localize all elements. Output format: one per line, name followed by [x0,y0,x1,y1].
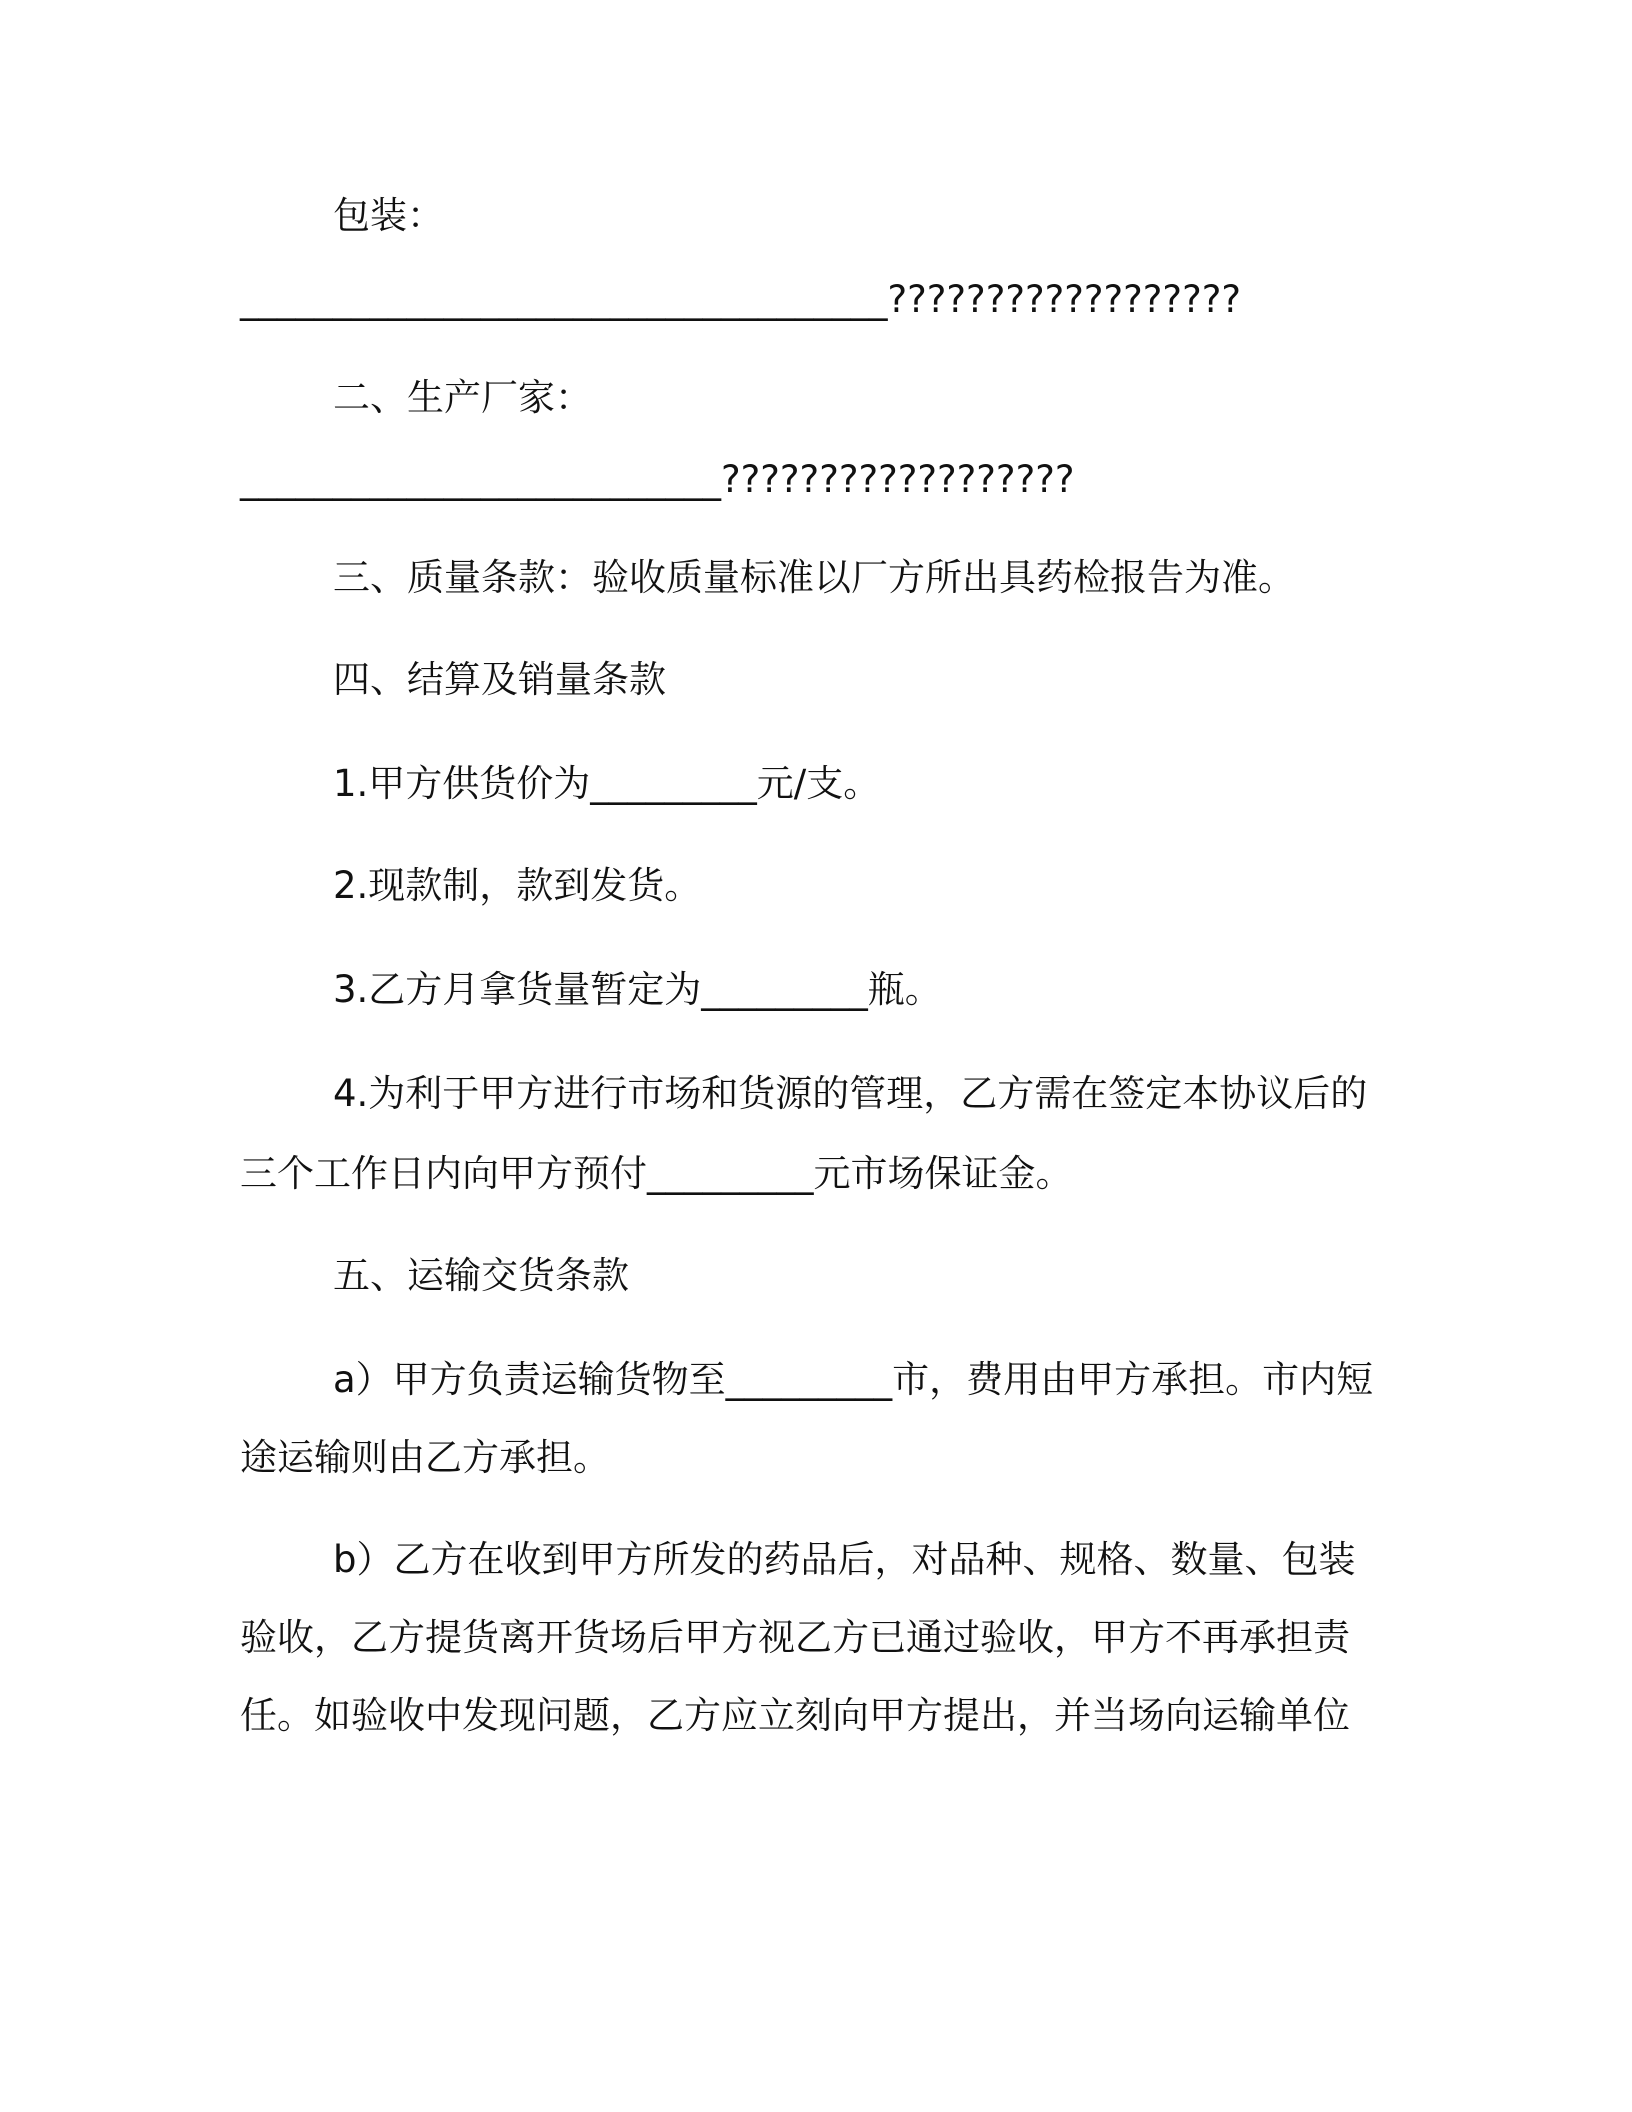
section-3-quality: 三、质量条款：验收质量标准以厂方所出具药检报告为准。 [333,556,1295,599]
clause-4-4-line-1: 4.为利于甲方进行市场和货源的管理，乙方需在签定本协议后的 [333,1072,1368,1115]
clause-4-4-line-2: 三个工作日内向甲方预付_________元市场保证金。 [240,1152,1073,1195]
packaging-blank-line: ___________________________________?????????????????? [240,278,1241,321]
clause-5-a-line-2: 途运输则由乙方承担。 [240,1436,610,1479]
manufacturer-blank-line: __________________________?????????????????? [240,458,1075,501]
clause-5-a-line-1: a）甲方负责运输货物至_________市，费用由甲方承担。市内短 [333,1358,1374,1401]
clause-5-b-line-1: b）乙方在收到甲方所发的药品后，对品种、规格、数量、包装 [333,1538,1356,1581]
clause-4-3: 3.乙方月拿货量暂定为_________瓶。 [333,968,942,1011]
packaging-label: 包装： [333,194,444,237]
clause-4-1: 1.甲方供货价为_________元/支。 [333,762,881,805]
section-4-heading: 四、结算及销量条款 [333,658,666,701]
clause-5-b-line-3: 任。如验收中发现问题，乙方应立刻向甲方提出，并当场向运输单位 [240,1694,1350,1737]
clause-4-2: 2.现款制，款到发货。 [333,864,702,907]
section-5-heading: 五、运输交货条款 [333,1254,629,1297]
clause-5-b-line-2: 验收，乙方提货离开货场后甲方视乙方已通过验收，甲方不再承担责 [240,1616,1350,1659]
section-2-heading: 二、生产厂家： [333,376,592,419]
